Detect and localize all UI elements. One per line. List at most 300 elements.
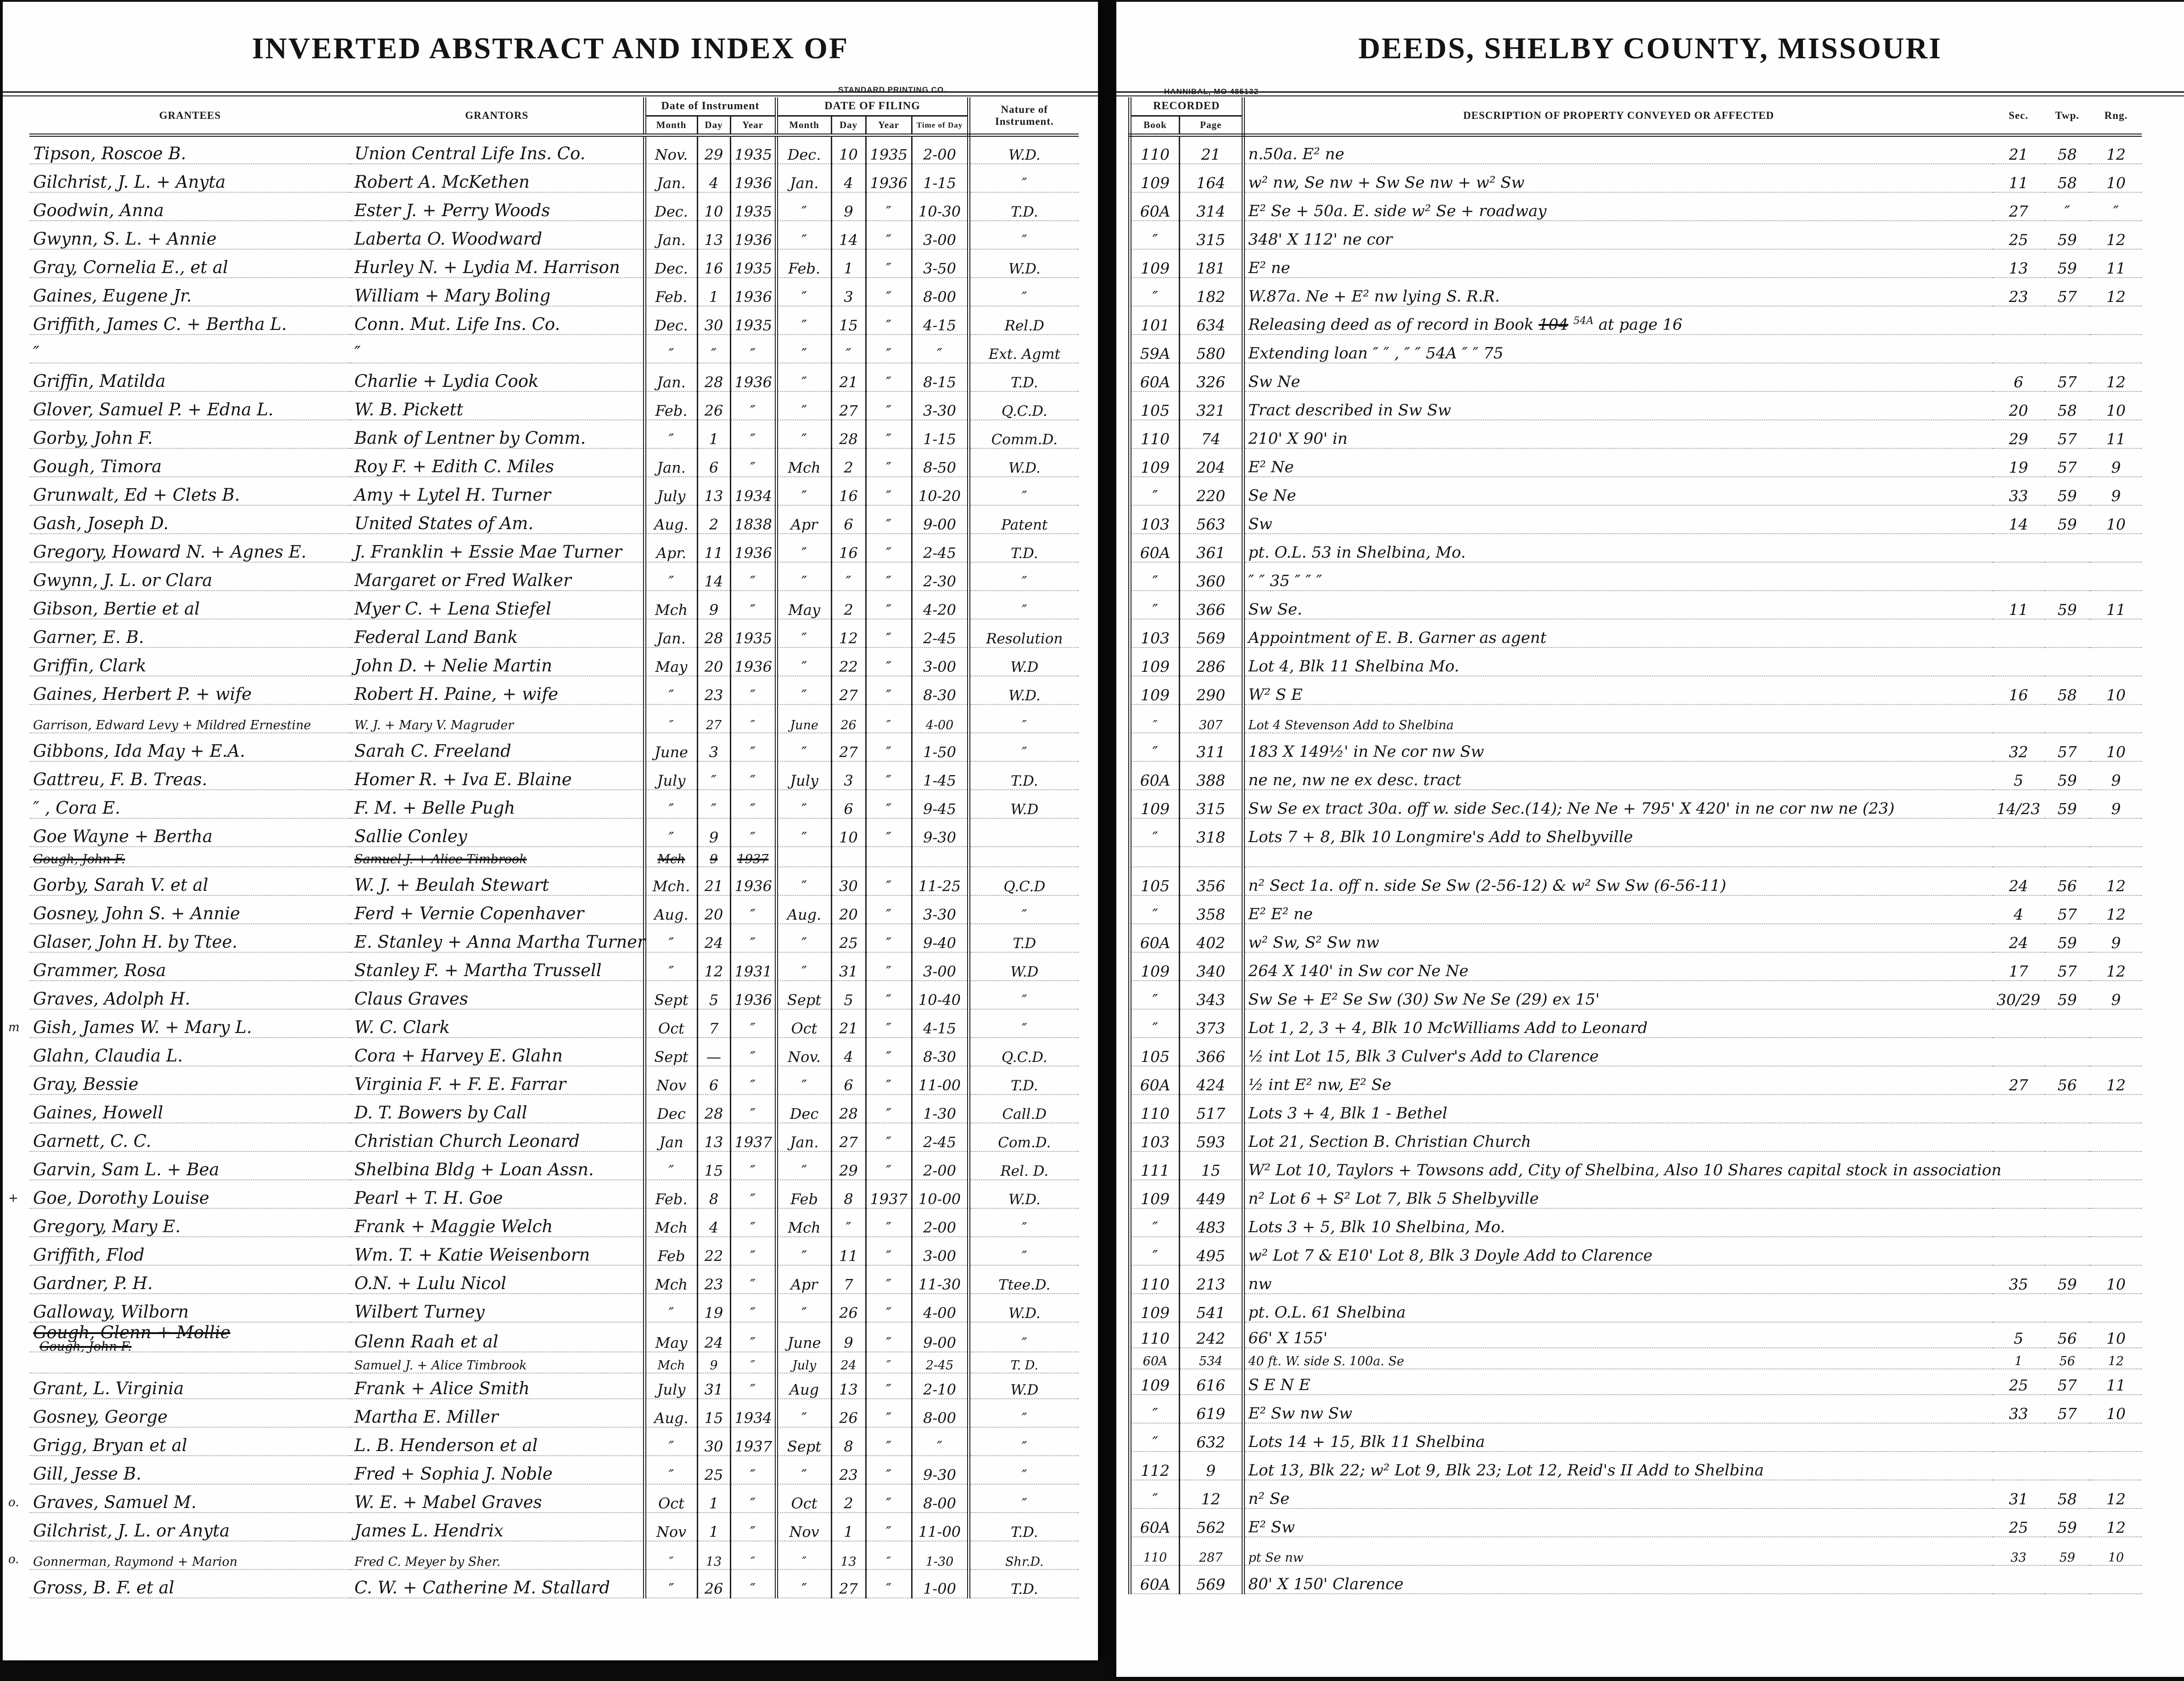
cell-fdy: 21 bbox=[831, 363, 866, 391]
cell-im: July bbox=[644, 761, 697, 790]
cell-gr: W. E. + Mabel Graves bbox=[351, 1484, 644, 1513]
cell-idy: 24 bbox=[697, 924, 730, 952]
table-row bbox=[1130, 676, 2142, 704]
table-row bbox=[29, 448, 1079, 477]
table-row bbox=[1130, 1265, 2142, 1294]
cell-fdy: 24 bbox=[831, 1352, 866, 1373]
cell-fy: ″ bbox=[866, 505, 912, 534]
cell-g: Glover, Samuel P. + Edna L. bbox=[29, 391, 351, 420]
cell-nat: Ttee.D. bbox=[969, 1265, 1079, 1294]
cell-fm: ″ bbox=[776, 1066, 831, 1095]
cell-pg: 204 bbox=[1180, 448, 1243, 477]
table-row bbox=[1130, 648, 2142, 676]
cell-fdy bbox=[831, 847, 866, 867]
cell-fm: Nov. bbox=[776, 1038, 831, 1066]
cell-nat: T.D. bbox=[969, 534, 1079, 562]
cell-idy: 15 bbox=[697, 1151, 730, 1180]
table-row bbox=[1130, 135, 2142, 164]
cell-nat bbox=[969, 847, 1079, 867]
cell-im: Jan. bbox=[644, 363, 697, 391]
cell-nat: T.D. bbox=[969, 1569, 1079, 1598]
cell-sec: 33 bbox=[1993, 1537, 2044, 1565]
cell-fm: ″ bbox=[776, 420, 831, 448]
cell-im: Dec. bbox=[644, 192, 697, 221]
cell-d: 40 ft. W. side S. 100a. Se bbox=[1243, 1348, 1993, 1369]
cell-gr: Virginia F. + F. E. Farrar bbox=[351, 1066, 644, 1095]
cell-pg: 424 bbox=[1180, 1066, 1243, 1095]
cell-fm bbox=[776, 847, 831, 867]
table-row bbox=[1130, 391, 2142, 420]
cell-bk: ″ bbox=[1130, 895, 1180, 924]
cell-fdy: 27 bbox=[831, 1569, 866, 1598]
cell-iy: 1936 bbox=[730, 363, 776, 391]
cell-gr: Wm. T. + Katie Weisenborn bbox=[351, 1237, 644, 1265]
cell-nat: Q.C.D bbox=[969, 867, 1079, 895]
cell-d: 264 X 140' in Sw cor Ne Ne bbox=[1243, 952, 1993, 981]
cell-gr: Homer R. + Iva E. Blaine bbox=[351, 761, 644, 790]
cell-rng: 10 bbox=[2090, 164, 2142, 192]
grantee-text: Gish, James W. + Mary L. bbox=[33, 1017, 252, 1037]
cell-iy: 1935 bbox=[730, 192, 776, 221]
cell-im: ″ bbox=[644, 924, 697, 952]
cell-twp: 59 bbox=[2044, 924, 2090, 952]
cell-g: Gardner, P. H. bbox=[29, 1265, 351, 1294]
cell-fm: ″ bbox=[776, 952, 831, 981]
cell-nat: T.D bbox=[969, 924, 1079, 952]
cell-tm: 11-25 bbox=[912, 867, 969, 895]
cell-rng bbox=[2090, 648, 2142, 676]
cell-d: E² Sw nw Sw bbox=[1243, 1395, 1993, 1423]
cell-iy: ″ bbox=[730, 704, 776, 733]
cell-bk: 110 bbox=[1130, 420, 1180, 448]
cell-idy: 11 bbox=[697, 534, 730, 562]
cell-twp bbox=[2044, 704, 2090, 733]
cell-bk: 109 bbox=[1130, 648, 1180, 676]
cell-nat: ″ bbox=[969, 1456, 1079, 1484]
cell-d: w² Lot 7 & E10' Lot 8, Blk 3 Doyle Add to Clarence bbox=[1243, 1237, 1993, 1265]
cell-iy: ″ bbox=[730, 1352, 776, 1373]
table-row bbox=[29, 1541, 1079, 1569]
cell-g: Gwynn, S. L. + Annie bbox=[29, 221, 351, 249]
cell-tm: 3-00 bbox=[912, 952, 969, 981]
cell-pg: 340 bbox=[1180, 952, 1243, 981]
table-row bbox=[29, 249, 1079, 278]
cell-rng: 12 bbox=[2090, 135, 2142, 164]
cell-fdy: 9 bbox=[831, 192, 866, 221]
table-row bbox=[29, 1569, 1079, 1598]
cell-tm: 1-30 bbox=[912, 1095, 969, 1123]
cell-pg: 373 bbox=[1180, 1009, 1243, 1038]
cell-sec bbox=[1993, 306, 2044, 335]
cell-iy: 1936 bbox=[730, 981, 776, 1009]
cell-iy: ″ bbox=[730, 1095, 776, 1123]
cell-tm: 3-00 bbox=[912, 221, 969, 249]
cell-sec: 27 bbox=[1993, 192, 2044, 221]
table-row bbox=[29, 818, 1079, 847]
cell-g: Griffin, Clark bbox=[29, 648, 351, 676]
cell-sec bbox=[1993, 1423, 2044, 1452]
cell-pg: 220 bbox=[1180, 477, 1243, 505]
cell-gr: O.N. + Lulu Nicol bbox=[351, 1265, 644, 1294]
cell-pg: 315 bbox=[1180, 790, 1243, 818]
cell-d: W² S E bbox=[1243, 676, 1993, 704]
cell-gr: Martha E. Miller bbox=[351, 1399, 644, 1427]
col-header-time-of-day: Time of Day bbox=[912, 116, 969, 135]
cell-nat: ″ bbox=[969, 733, 1079, 761]
cell-fdy: 3 bbox=[831, 278, 866, 306]
cell-bk: 109 bbox=[1130, 1369, 1180, 1395]
cell-idy: 26 bbox=[697, 391, 730, 420]
cell-bk: ″ bbox=[1130, 733, 1180, 761]
cell-gr: William + Mary Boling bbox=[351, 278, 644, 306]
table-row bbox=[29, 676, 1079, 704]
cell-fm: ″ bbox=[776, 477, 831, 505]
cell-gr: Bank of Lentner by Comm. bbox=[351, 420, 644, 448]
cell-gr: Samuel J. + Alice Timbrook bbox=[351, 1352, 644, 1373]
cell-idy: 26 bbox=[697, 1569, 730, 1598]
printer-mark-right: HANNIBAL, MO 485132 bbox=[1164, 87, 1259, 96]
cell-sec bbox=[1993, 847, 2044, 867]
table-row bbox=[29, 1399, 1079, 1427]
margin-mark: o. bbox=[8, 1495, 19, 1509]
cell-twp bbox=[2044, 534, 2090, 562]
cell-gr: Federal Land Bank bbox=[351, 619, 644, 648]
cell-gr: Laberta O. Woodward bbox=[351, 221, 644, 249]
cell-fdy: 30 bbox=[831, 867, 866, 895]
cell-g: Gash, Joseph D. bbox=[29, 505, 351, 534]
cell-nat: ″ bbox=[969, 278, 1079, 306]
margin-mark: + bbox=[8, 1191, 18, 1205]
table-row bbox=[1130, 867, 2142, 895]
cell-nat: Rel. D. bbox=[969, 1151, 1079, 1180]
cell-d: w² nw, Se nw + Sw Se nw + w² Sw bbox=[1243, 164, 1993, 192]
cell-iy: ″ bbox=[730, 1569, 776, 1598]
cell-d: pt. O.L. 61 Shelbina bbox=[1243, 1294, 1993, 1322]
table-row bbox=[1130, 1038, 2142, 1066]
cell-bk: ″ bbox=[1130, 477, 1180, 505]
cell-pg: 562 bbox=[1180, 1508, 1243, 1537]
cell-d: pt. O.L. 53 in Shelbina, Mo. bbox=[1243, 534, 1993, 562]
cell-twp: 57 bbox=[2044, 733, 2090, 761]
cell-iy: ″ bbox=[730, 1038, 776, 1066]
cell-tm: 2-00 bbox=[912, 1208, 969, 1237]
cell-d: Se Ne bbox=[1243, 477, 1993, 505]
cell-fm: July bbox=[776, 1352, 831, 1373]
cell-fm: Sept bbox=[776, 1427, 831, 1456]
cell-tm: 2-00 bbox=[912, 135, 969, 164]
cell-fy: ″ bbox=[866, 1399, 912, 1427]
cell-im: Jan. bbox=[644, 221, 697, 249]
cell-fdy: 27 bbox=[831, 733, 866, 761]
cell-twp bbox=[2044, 1294, 2090, 1322]
cell-d: n² Se bbox=[1243, 1480, 1993, 1508]
cell-fm: Jan. bbox=[776, 164, 831, 192]
cell-fdy: 28 bbox=[831, 420, 866, 448]
cell-fy: ″ bbox=[866, 249, 912, 278]
cell-gr: Frank + Maggie Welch bbox=[351, 1208, 644, 1237]
cell-fdy: 29 bbox=[831, 1151, 866, 1180]
table-row bbox=[1130, 1395, 2142, 1423]
cell-gr: Sallie Conley bbox=[351, 818, 644, 847]
cell-fdy: ″ bbox=[831, 335, 866, 363]
cell-fdy: 25 bbox=[831, 924, 866, 952]
cell-rng bbox=[2090, 818, 2142, 847]
table-row bbox=[29, 619, 1079, 648]
cell-im: Sept bbox=[644, 981, 697, 1009]
right-page-title: DEEDS, SHELBY COUNTY, MISSOURI bbox=[1358, 32, 1942, 65]
cell-idy: 10 bbox=[697, 192, 730, 221]
cell-sec: 5 bbox=[1993, 1322, 2044, 1348]
cell-pg: 402 bbox=[1180, 924, 1243, 952]
cell-pg: 181 bbox=[1180, 249, 1243, 278]
cell-fy: ″ bbox=[866, 591, 912, 619]
table-row bbox=[1130, 733, 2142, 761]
cell-bk: ″ bbox=[1130, 591, 1180, 619]
cell-fy: ″ bbox=[866, 1066, 912, 1095]
cell-twp bbox=[2044, 1180, 2090, 1208]
cell-d: Sw bbox=[1243, 505, 1993, 534]
cell-d: ½ int Lot 15, Blk 3 Culver's Add to Clarence bbox=[1243, 1038, 1993, 1066]
cell-iy: ″ bbox=[730, 761, 776, 790]
cell-idy: 28 bbox=[697, 363, 730, 391]
cell-iy: 1936 bbox=[730, 648, 776, 676]
cell-sec: 32 bbox=[1993, 733, 2044, 761]
cell-bk: 110 bbox=[1130, 1265, 1180, 1294]
cell-sec: 24 bbox=[1993, 924, 2044, 952]
table-row bbox=[1130, 591, 2142, 619]
cell-d: Lot 1, 2, 3 + 4, Blk 10 McWilliams Add to Leonard bbox=[1243, 1009, 1993, 1038]
cell-twp bbox=[2044, 619, 2090, 648]
cell-nat: W.D bbox=[969, 790, 1079, 818]
cell-im: Feb. bbox=[644, 1180, 697, 1208]
cell-nat: ″ bbox=[969, 164, 1079, 192]
cell-g: Garner, E. B. bbox=[29, 619, 351, 648]
cell-twp bbox=[2044, 1423, 2090, 1452]
cell-d: Sw Se ex tract 30a. off w. side Sec.(14); Ne Ne + 795' X 420' in ne cor nw ne (23) bbox=[1243, 790, 1993, 818]
col-header-description: DESCRIPTION OF PROPERTY CONVEYED OR AFFECTED bbox=[1243, 97, 1993, 135]
cell-gr: J. Franklin + Essie Mae Turner bbox=[351, 534, 644, 562]
cell-g: Gosney, George bbox=[29, 1399, 351, 1427]
cell-sec bbox=[1993, 1038, 2044, 1066]
col-header-book: Book bbox=[1130, 116, 1180, 135]
grantee-secondary-text: Gough, John F. bbox=[39, 1339, 132, 1354]
cell-twp: 56 bbox=[2044, 867, 2090, 895]
cell-pg: 358 bbox=[1180, 895, 1243, 924]
cell-fdy: 6 bbox=[831, 505, 866, 534]
cell-twp: 58 bbox=[2044, 164, 2090, 192]
cell-gr: Fred + Sophia J. Noble bbox=[351, 1456, 644, 1484]
cell-tm bbox=[912, 847, 969, 867]
cell-twp: 59 bbox=[2044, 1508, 2090, 1537]
cell-tm: 3-30 bbox=[912, 391, 969, 420]
cell-tm: 11-00 bbox=[912, 1513, 969, 1541]
cell-sec: 20 bbox=[1993, 391, 2044, 420]
table-row bbox=[29, 477, 1079, 505]
cell-tm: 1-15 bbox=[912, 420, 969, 448]
cell-fy: ″ bbox=[866, 924, 912, 952]
grantee-text: Goe, Dorothy Louise bbox=[33, 1188, 209, 1208]
cell-fm: ″ bbox=[776, 1569, 831, 1598]
cell-g: Grant, L. Virginia bbox=[29, 1373, 351, 1399]
cell-d: S E N E bbox=[1243, 1369, 1993, 1395]
cell-fm: ″ bbox=[776, 221, 831, 249]
cell-gr: Fred C. Meyer by Sher. bbox=[351, 1541, 644, 1569]
cell-sec bbox=[1993, 1237, 2044, 1265]
cell-twp: 57 bbox=[2044, 278, 2090, 306]
cell-idy: 1 bbox=[697, 1484, 730, 1513]
cell-nat: ″ bbox=[969, 591, 1079, 619]
cell-twp: 59 bbox=[2044, 1537, 2090, 1565]
cell-d: ½ int E² nw, E² Se bbox=[1243, 1066, 1993, 1095]
cell-sec bbox=[1993, 648, 2044, 676]
cell-tm: ″ bbox=[912, 1427, 969, 1456]
table-row bbox=[29, 505, 1079, 534]
cell-iy: 1935 bbox=[730, 619, 776, 648]
cell-tm: 9-45 bbox=[912, 790, 969, 818]
cell-d: Lot 21, Section B. Christian Church bbox=[1243, 1123, 1993, 1151]
cell-pg: 290 bbox=[1180, 676, 1243, 704]
cell-gr: W. J. + Mary V. Magruder bbox=[351, 704, 644, 733]
table-row bbox=[1130, 1537, 2142, 1565]
cell-pg: 361 bbox=[1180, 534, 1243, 562]
cell-iy: 1936 bbox=[730, 278, 776, 306]
cell-bk: 110 bbox=[1130, 1537, 1180, 1565]
cell-sec bbox=[1993, 1452, 2044, 1480]
cell-gr: Frank + Alice Smith bbox=[351, 1373, 644, 1399]
cell-fy: ″ bbox=[866, 952, 912, 981]
cell-sec: 14/23 bbox=[1993, 790, 2044, 818]
cell-nat: ″ bbox=[969, 981, 1079, 1009]
cell-d: Lots 3 + 4, Blk 1 - Bethel bbox=[1243, 1095, 1993, 1123]
cell-tm: 2-45 bbox=[912, 619, 969, 648]
cell-iy: ″ bbox=[730, 1208, 776, 1237]
cell-g: Gaines, Eugene Jr. bbox=[29, 278, 351, 306]
table-row bbox=[29, 981, 1079, 1009]
table-row bbox=[1130, 278, 2142, 306]
cell-fm: ″ bbox=[776, 924, 831, 952]
cell-im: ″ bbox=[644, 952, 697, 981]
cell-rng bbox=[2090, 306, 2142, 335]
cell-tm: 3-30 bbox=[912, 895, 969, 924]
cell-sec: 29 bbox=[1993, 420, 2044, 448]
cell-iy: ″ bbox=[730, 391, 776, 420]
cell-gr: Margaret or Fred Walker bbox=[351, 562, 644, 591]
cell-fdy: 10 bbox=[831, 135, 866, 164]
grantee-text: Gonnerman, Raymond + Marion bbox=[33, 1554, 238, 1569]
table-row bbox=[1130, 790, 2142, 818]
cell-fdy: 1 bbox=[831, 249, 866, 278]
cell-rng: 12 bbox=[2090, 1348, 2142, 1369]
cell-fdy: 5 bbox=[831, 981, 866, 1009]
cell-fdy: 1 bbox=[831, 1513, 866, 1541]
cell-tm: 11-30 bbox=[912, 1265, 969, 1294]
cell-nat: W.D. bbox=[969, 1180, 1079, 1208]
cell-idy: 19 bbox=[697, 1294, 730, 1322]
cell-twp: 57 bbox=[2044, 1395, 2090, 1423]
cell-sec bbox=[1993, 1123, 2044, 1151]
table-row bbox=[1130, 952, 2142, 981]
cell-tm: 9-30 bbox=[912, 1456, 969, 1484]
cell-bk: ″ bbox=[1130, 1237, 1180, 1265]
cell-fm: ″ bbox=[776, 790, 831, 818]
cell-fm: July bbox=[776, 761, 831, 790]
cell-im: Mch bbox=[644, 1208, 697, 1237]
cell-bk: 59A bbox=[1130, 335, 1180, 363]
cell-fy: ″ bbox=[866, 278, 912, 306]
cell-bk: 109 bbox=[1130, 952, 1180, 981]
cell-tm: 4-15 bbox=[912, 306, 969, 335]
cell-d: E² Sw bbox=[1243, 1508, 1993, 1537]
cell-d: Sw Se + E² Se Sw (30) Sw Ne Se (29) ex 15' bbox=[1243, 981, 1993, 1009]
cell-fm: Feb. bbox=[776, 249, 831, 278]
table-row bbox=[1130, 534, 2142, 562]
table-row bbox=[1130, 164, 2142, 192]
cell-fy: ″ bbox=[866, 534, 912, 562]
cell-g bbox=[8, 1484, 351, 1513]
cell-rng: 12 bbox=[2090, 867, 2142, 895]
table-row bbox=[29, 1427, 1079, 1456]
cell-idy: 1 bbox=[697, 1513, 730, 1541]
cell-pg: 9 bbox=[1180, 1452, 1243, 1480]
cell-g: Galloway, Wilborn bbox=[29, 1294, 351, 1322]
cell-twp: 57 bbox=[2044, 1369, 2090, 1395]
cell-rng bbox=[2090, 1294, 2142, 1322]
cell-nat: ″ bbox=[969, 1009, 1079, 1038]
cell-tm: 8-00 bbox=[912, 1484, 969, 1513]
cell-im: ″ bbox=[644, 790, 697, 818]
cell-fdy: 26 bbox=[831, 1294, 866, 1322]
cell-idy: 9 bbox=[697, 591, 730, 619]
cell-nat: ″ bbox=[969, 895, 1079, 924]
cell-d: w² Sw, S² Sw nw bbox=[1243, 924, 1993, 952]
table-row bbox=[29, 1352, 1079, 1373]
cell-twp: 58 bbox=[2044, 676, 2090, 704]
cell-fy: ″ bbox=[866, 1322, 912, 1352]
col-header-rng: Rng. bbox=[2090, 97, 2142, 135]
cell-rng bbox=[2090, 1237, 2142, 1265]
cell-bk: 109 bbox=[1130, 790, 1180, 818]
table-row bbox=[29, 135, 1079, 164]
cell-rng: 10 bbox=[2090, 1322, 2142, 1348]
cell-twp bbox=[2044, 1452, 2090, 1480]
cell-fy: ″ bbox=[866, 1265, 912, 1294]
cell-fm: ″ bbox=[776, 648, 831, 676]
cell-idy: 13 bbox=[697, 221, 730, 249]
cell-idy: 28 bbox=[697, 619, 730, 648]
cell-iy: 1936 bbox=[730, 221, 776, 249]
cell-gr: James L. Hendrix bbox=[351, 1513, 644, 1541]
cell-pg: 356 bbox=[1180, 867, 1243, 895]
table-row bbox=[29, 1484, 1079, 1513]
cell-fdy: 28 bbox=[831, 1095, 866, 1123]
cell-twp: 58 bbox=[2044, 135, 2090, 164]
table-row bbox=[29, 164, 1079, 192]
cell-sec: 31 bbox=[1993, 1480, 2044, 1508]
cell-g: Gray, Bessie bbox=[29, 1066, 351, 1095]
cell-idy: 13 bbox=[697, 1123, 730, 1151]
cell-sec: 5 bbox=[1993, 761, 2044, 790]
table-row bbox=[29, 1513, 1079, 1541]
cell-nat: T.D. bbox=[969, 761, 1079, 790]
cell-rng bbox=[2090, 847, 2142, 867]
cell-nat: Rel.D bbox=[969, 306, 1079, 335]
cell-idy: 9 bbox=[697, 847, 730, 867]
cell-twp: 59 bbox=[2044, 505, 2090, 534]
cell-iy: 1934 bbox=[730, 477, 776, 505]
cell-fy: ″ bbox=[866, 867, 912, 895]
cell-bk: 110 bbox=[1130, 135, 1180, 164]
cell-idy: 9 bbox=[697, 818, 730, 847]
